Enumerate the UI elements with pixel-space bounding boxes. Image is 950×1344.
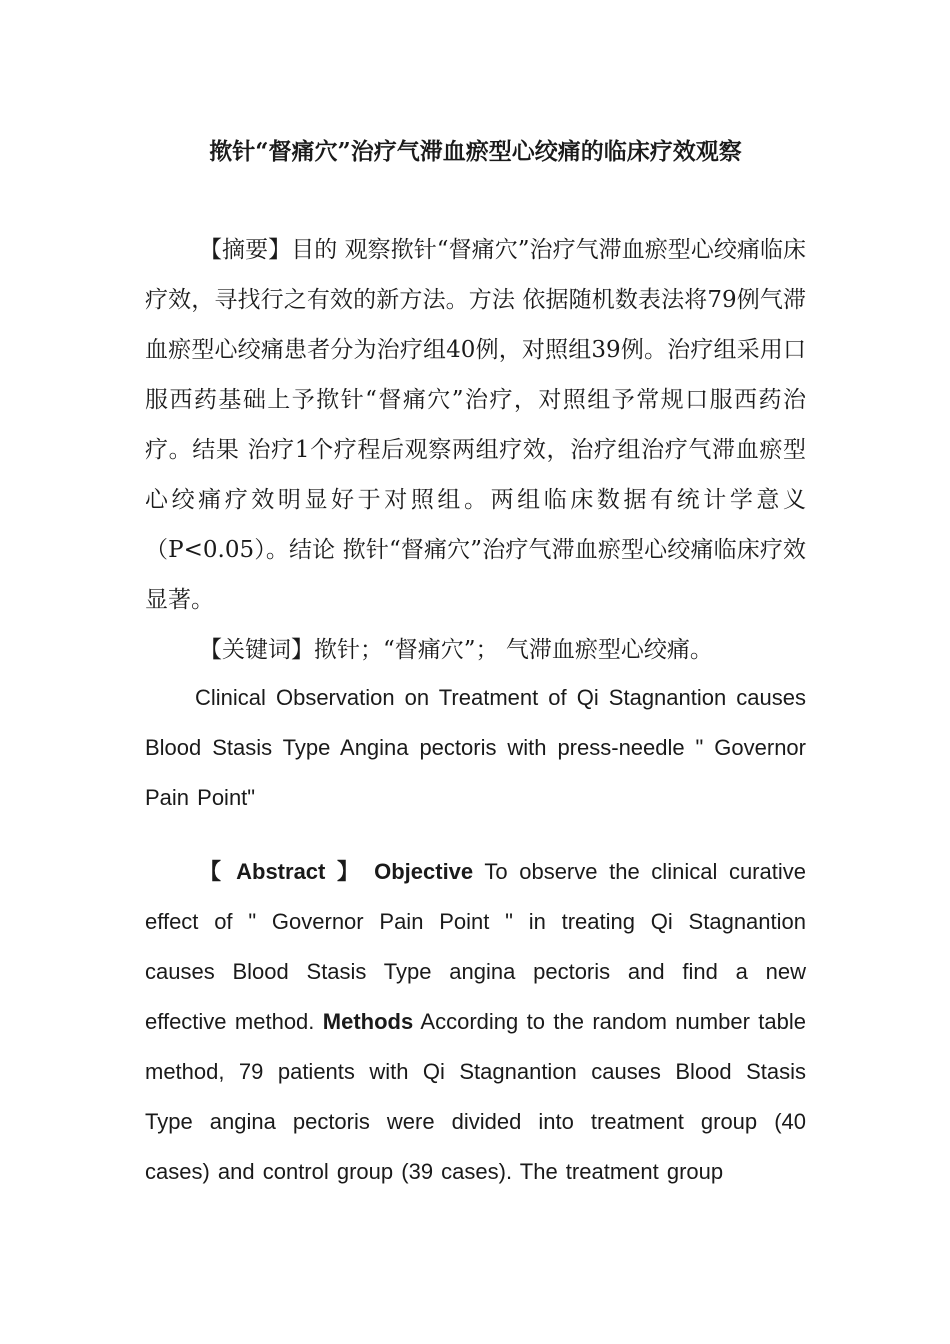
chinese-keywords-label: 【关键词】	[199, 637, 314, 663]
chinese-abstract-text: 目的 观察揿针“督痛穴”治疗气滞血瘀型心绞痛临床疗效，寻找行之有效的新方法。方法 依据随机数表法将79例气滞血瘀型心绞痛患者分为治疗组40例，对照组39例。治疗组采用口服西药基础上予揿针“督痛穴”治疗，对照组予常规口服西药治疗。结果 治疗1个疗程后观察两组疗效，治疗组治疗气滞血瘀型心绞痛疗效明显好于对照组。两组临床数据有统计学意义（P<0.05）。结论 揿针“督痛穴”治疗气滞血瘀型心绞痛临床疗效显著。	[145, 237, 807, 613]
methods-text: According to the random number table method, 79 patients with Qi Stagnantion causes Blood Stasis Type angina pectoris were divided into treatment group (40 cases) and control group (39 cases). The treatment group	[145, 1009, 806, 1184]
chinese-abstract	[145, 225, 806, 625]
chinese-keywords	[145, 625, 806, 675]
english-title: Clinical Observation on Treatment of Qi Stagnantion causes Blood Stasis Type Angina pectoris with press-needle " Governor Pain Point"	[145, 685, 806, 810]
methods-label: Methods	[322, 1009, 414, 1034]
objective-text: To observe the clinical curative effect of " Governor Pain Point " in treating Qi Stagnantion causes Blood Stasis Type angina pectoris and find a new effective method.	[145, 859, 806, 1034]
english-abstract	[145, 847, 806, 1197]
chinese-abstract-label: 【摘要】	[199, 237, 292, 263]
objective-label: Objective	[374, 859, 474, 884]
chinese-keywords-text: 揿针；“督痛穴”； 气滞血瘀型心绞痛。	[314, 637, 713, 663]
english-abstract-label: 【 Abstract 】	[199, 859, 363, 884]
document-title: 揿针“督痛穴”治疗气滞血瘀型心绞痛的临床疗效观察	[209, 138, 742, 165]
